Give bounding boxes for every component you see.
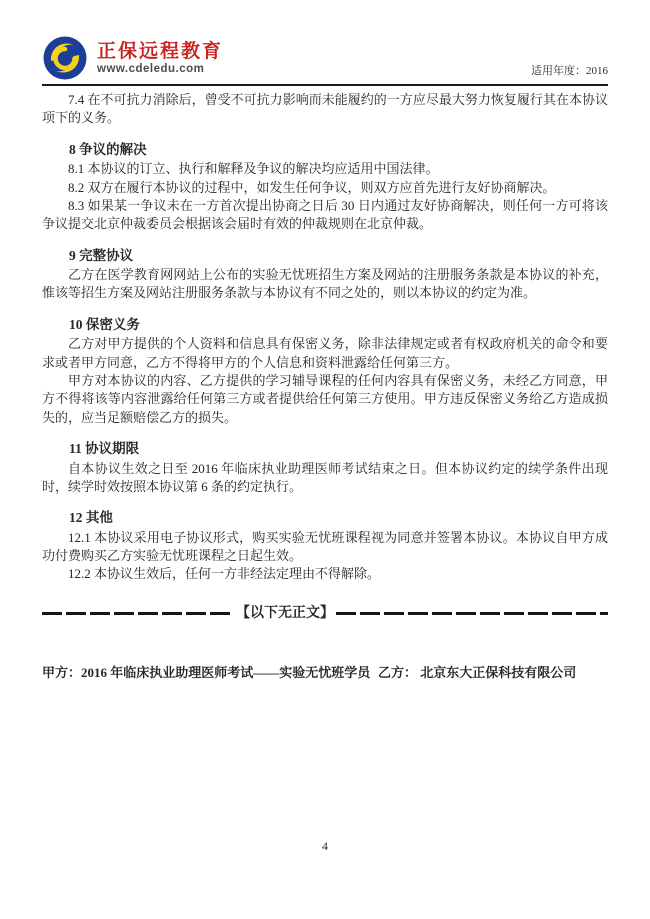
swirl-globe-logo-icon	[42, 35, 88, 81]
clause-12-2: 12.2 本协议生效后，任何一方非经法定理由不得解除。	[68, 566, 381, 582]
clause-10-para-2: 甲方对本协议的内容、乙方提供的学习辅导课程的任何内容具有保密义务，未经乙方同意，甲方不得将该等内容泄露给任何第三方或者提供给任何第三方使用。甲方违反保密义务给乙方造成损失的，应当足额赔偿乙方的损失。	[42, 373, 608, 425]
clause-9-body: 乙方在医学教育网网站上公布的实验无忧班招生方案及网站的注册服务条款是本协议的补充，惟该等招生方案及网站注册服务条款与本协议有不同之处的，则以本协议的约定为准。	[42, 267, 608, 301]
section-heading-10: 10 保密义务	[69, 316, 140, 332]
no-more-text-divider	[42, 604, 608, 624]
clause-8-2: 8.2 双方在履行本协议的过程中，如发生任何争议，则双方应首先进行友好协商解决。	[68, 179, 556, 195]
page-header	[42, 35, 608, 86]
section-heading-12: 12 其他	[69, 510, 113, 526]
clause-11-body: 自本协议生效之日至 2016 年临床执业助理医师考试结束之日。但本协议约定的续学条件出现时，续学时效按照本协议第 6 条的约定执行。	[42, 460, 608, 494]
clause-8-1: 8.1 本协议的订立、执行和解释及争议的解决均应适用中国法律。	[68, 161, 439, 177]
page-number: 4	[322, 839, 328, 853]
document-body	[42, 91, 608, 682]
clause-12-1: 12.1 本协议采用电子协议形式，购买实验无忧班课程视为同意并签署本协议。本协议自甲方成功付费购买乙方实验无忧班课程之日起生效。	[42, 529, 608, 564]
divider-label: 【以下无正文】	[236, 605, 334, 621]
signature-party-b: 乙方： 北京东大正保科技有限公司	[378, 664, 577, 680]
divider-dash-right	[336, 612, 608, 615]
brand-website: www.cdeledu.com	[97, 62, 205, 75]
clause-10-para-1: 乙方对甲方提供的个人资料和信息具有保密义务，除非法律规定或者有权政府机关的命令和要求或者甲方同意，乙方不得将甲方的个人信息和资料泄露给任何第三方。	[42, 336, 608, 370]
divider-dash-left	[42, 612, 234, 615]
signature-row	[42, 664, 608, 682]
signature-party-a: 甲方：2016 年临床执业助理医师考试——实验无忧班学员	[42, 664, 371, 680]
clause-8-3: 8.3 如果某一争议未在一方首次提出协商之日后 30 日内通过友好协商解决，则任何一方可将该争议提交北京仲裁委员会根据该会届时有效的仲裁规则在北京仲裁。	[42, 197, 608, 232]
logo-text	[97, 41, 223, 75]
section-heading-8: 8 争议的解决	[69, 141, 147, 157]
brand-name: 正保远程教育	[97, 41, 224, 63]
section-heading-9: 9 完整协议	[69, 247, 134, 263]
brand-logo	[42, 35, 223, 81]
section-heading-11: 11 协议期限	[69, 441, 140, 457]
clause-7-4: 7.4 在不可抗力消除后，曾受不可抗力影响而未能履约的一方应尽最大努力恢复履行其在本协议项下的义务。	[42, 92, 608, 126]
applicable-year-label: 适用年度：2016	[531, 65, 608, 77]
